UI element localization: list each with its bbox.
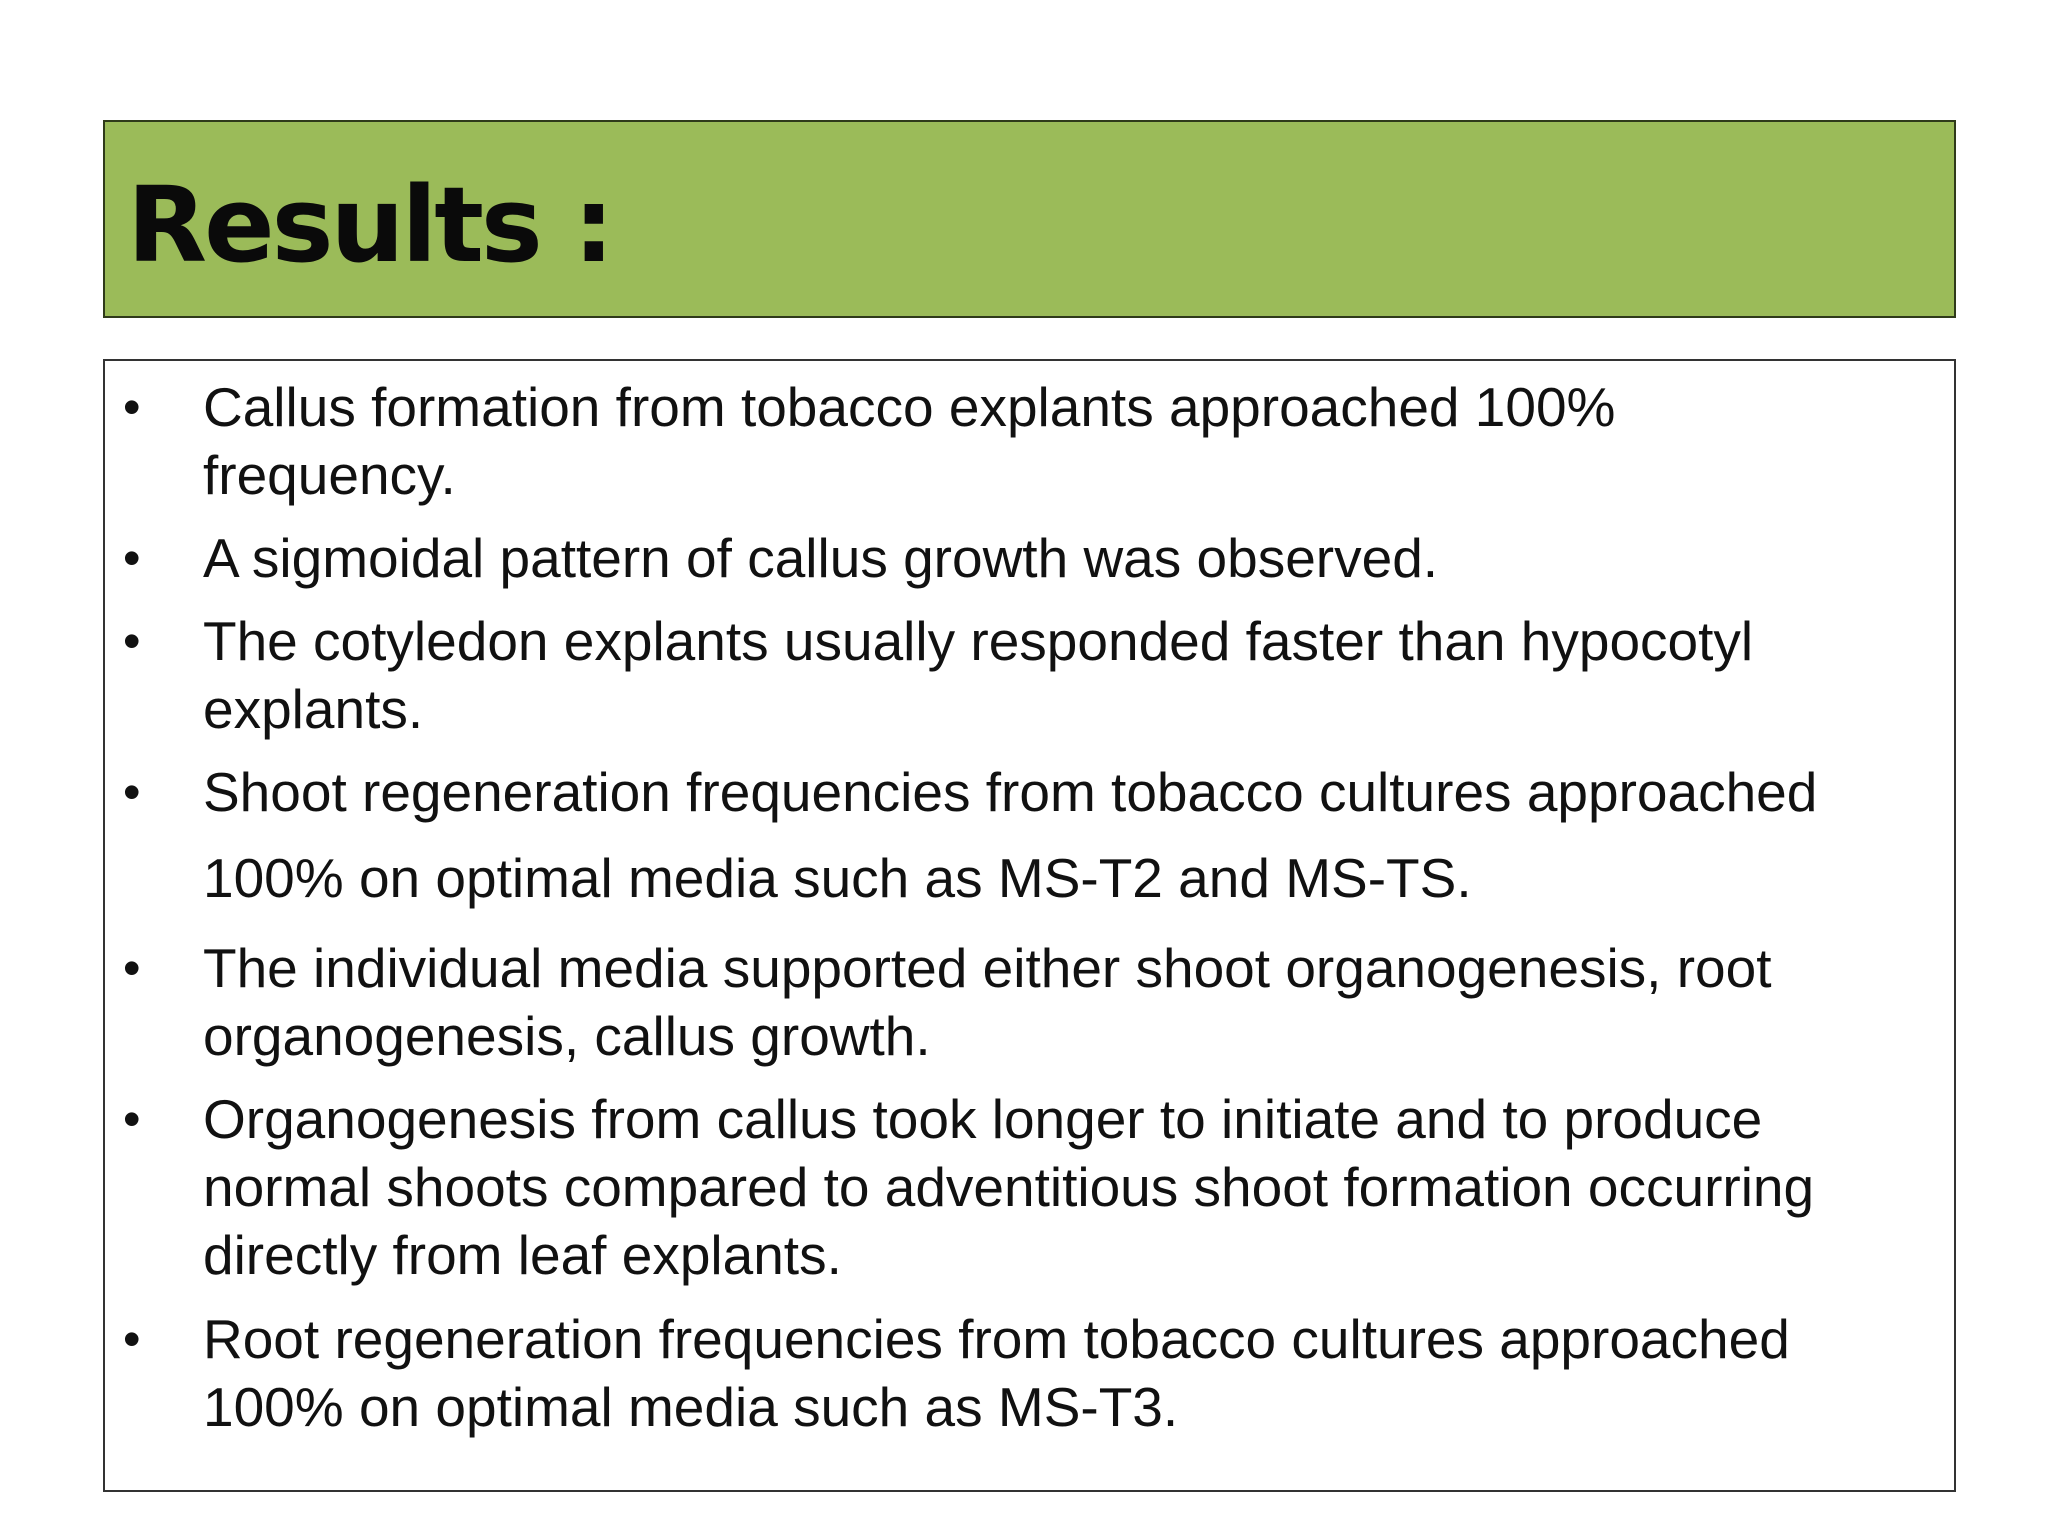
bullet-icon: • — [123, 379, 141, 435]
bullet-icon: • — [123, 764, 141, 820]
bullet-text: Root regeneration frequencies from tobacco cultures approached 100% on optimal media such as MS-T3. — [203, 1308, 1790, 1438]
title-bar — [103, 120, 1956, 318]
bullet-text: Shoot regeneration frequencies from tobacco cultures approached 100% on optimal media such as MS-T2 and MS-TS. — [203, 761, 1818, 909]
bullet-text: Callus formation from tobacco explants approached 100% frequency. — [203, 376, 1616, 506]
bullet-icon: • — [123, 613, 141, 669]
bullet-text: The individual media supported either shoot organogenesis, root organogenesis, callus growth. — [203, 937, 1772, 1067]
bullet-text: Organogenesis from callus took longer to initiate and to produce normal shoots compared to adventitious shoot formation occurring directly from leaf explants. — [203, 1088, 1815, 1286]
bullet-text: A sigmoidal pattern of callus growth was observed. — [203, 527, 1439, 589]
bullet-text: The cotyledon explants usually responded faster than hypocotyl explants. — [203, 610, 1754, 740]
bullet-icon: • — [123, 530, 141, 586]
bullet-icon: • — [123, 1311, 141, 1367]
results-content-box — [103, 359, 1956, 1492]
bullet-icon: • — [123, 940, 141, 996]
bullet-icon: • — [123, 1091, 141, 1147]
slide-title: Results : — [127, 164, 612, 286]
